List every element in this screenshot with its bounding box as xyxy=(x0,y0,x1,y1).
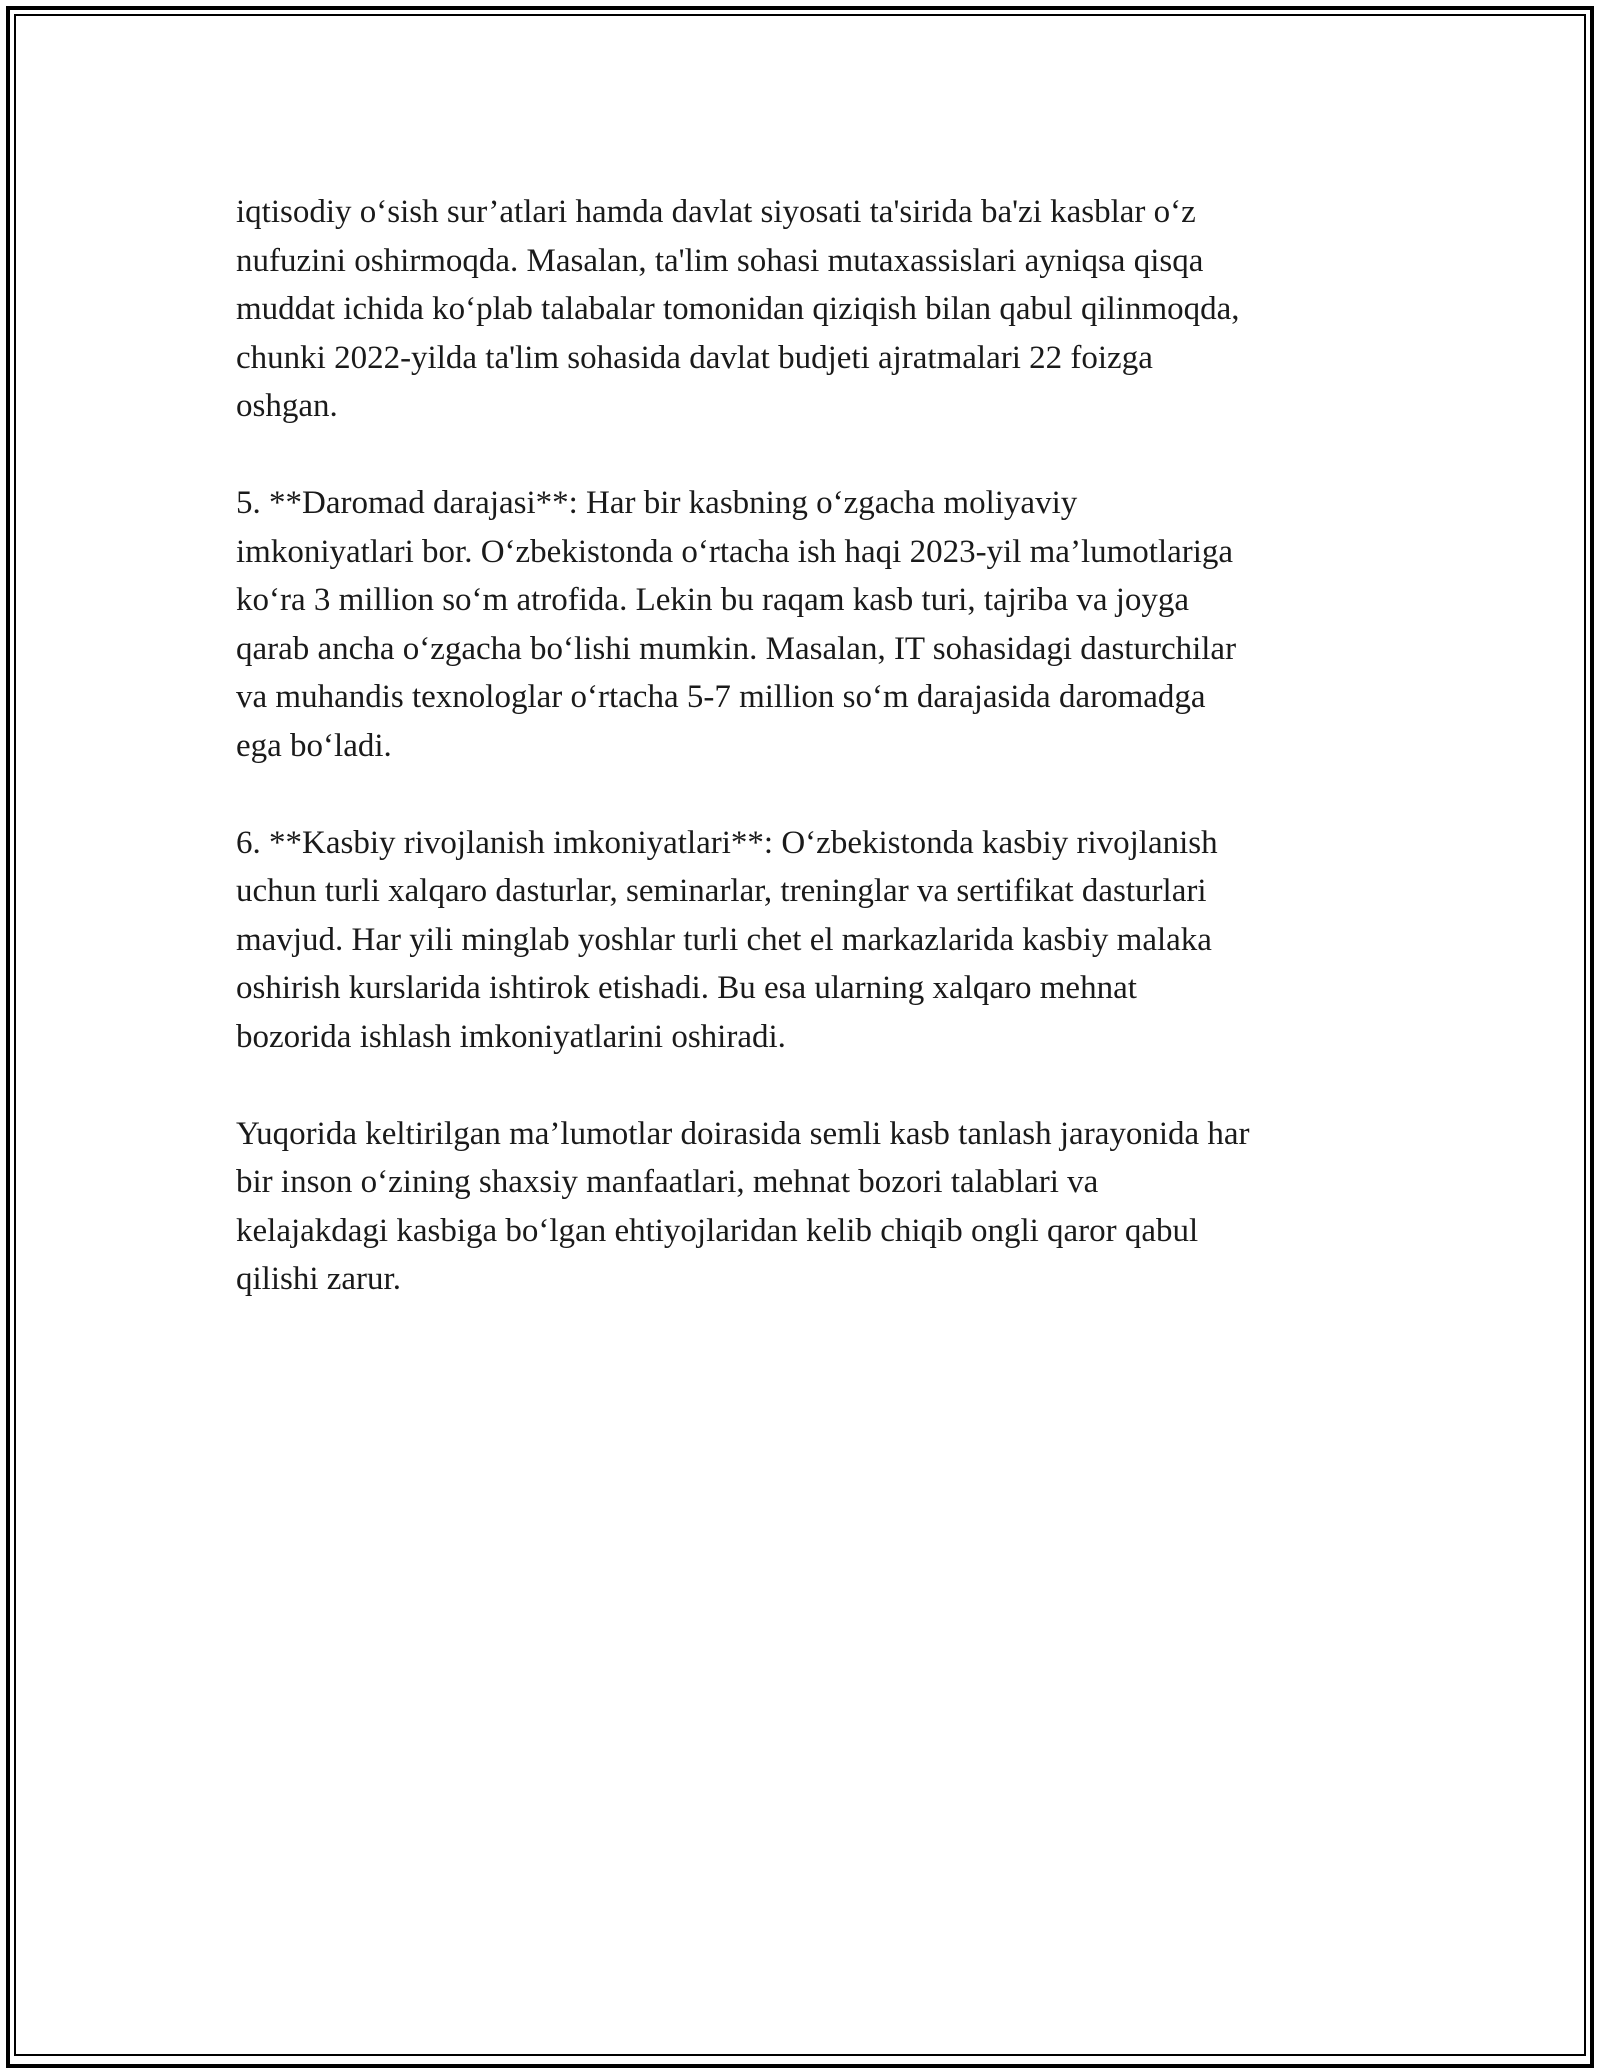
text-line: uchun turli xalqaro dasturlar, seminarlar, treninglar va sertifikat dasturlari xyxy=(236,873,1207,909)
text-line: iqtisodiy o‘sish sur’atlari hamda davlat siyosati ta'sirida ba'zi kasblar o‘z xyxy=(236,194,1196,230)
text-line: muddat ichida ko‘plab talabalar tomonidan qiziqish bilan qabul qilinmoqda, xyxy=(236,291,1240,327)
text-line: nufuzini oshirmoqda. Masalan, ta'lim sohasi mutaxassislari ayniqsa qisqa xyxy=(236,242,1204,279)
paragraph-conclusion xyxy=(236,1110,1386,1304)
text-line: ega bo‘ladi. xyxy=(236,727,392,764)
paragraph-intro xyxy=(236,188,1386,431)
text-line: va muhandis texnologlar o‘rtacha 5-7 million so‘m darajasida daromadga xyxy=(236,679,1206,715)
text-line: 5. **Daromad darajasi**: Har bir kasbning o‘zgacha moliyaviy xyxy=(236,485,1078,521)
text-line: oshgan. xyxy=(236,388,338,424)
text-line: qilishi zarur. xyxy=(236,1261,401,1297)
text-line: qarab ancha o‘zgacha bo‘lishi mumkin. Masalan, IT sohasidagi dasturchilar xyxy=(236,630,1237,667)
text-line: bozorida ishlash imkoniyatlarini oshiradi. xyxy=(236,1018,786,1055)
text-line: bir inson o‘zining shaxsiy manfaatlari, mehnat bozori talablari va xyxy=(236,1164,1099,1200)
text-line: Yuqorida keltirilgan ma’lumotlar doirasida semli kasb tanlash jarayonida har xyxy=(236,1115,1250,1152)
text-line: mavjud. Har yili minglab yoshlar turli chet el markazlarida kasbiy malaka xyxy=(236,921,1212,958)
text-line: 6. **Kasbiy rivojlanish imkoniyatlari**: O‘zbekistonda kasbiy rivojlanish xyxy=(236,824,1218,861)
paragraph-income-level xyxy=(236,479,1386,770)
text-line: oshirish kurslarida ishtirok etishadi. Bu esa ularning xalqaro mehnat xyxy=(236,970,1137,1006)
text-line: ko‘ra 3 million so‘m atrofida. Lekin bu raqam kasb turi, tajriba va joyga xyxy=(236,582,1190,618)
document-body xyxy=(236,188,1386,1352)
text-line: imkoniyatlari bor. O‘zbekistonda o‘rtacha ish haqi 2023-yil ma’lumotlariga xyxy=(236,533,1234,570)
text-line: chunki 2022-yilda ta'lim sohasida davlat budjeti ajratmalari 22 foizga xyxy=(236,339,1153,376)
text-line: kelajakdagi kasbiga bo‘lgan ehtiyojlaridan kelib chiqib ongli qaror qabul xyxy=(236,1212,1199,1249)
paragraph-professional-development xyxy=(236,819,1386,1062)
